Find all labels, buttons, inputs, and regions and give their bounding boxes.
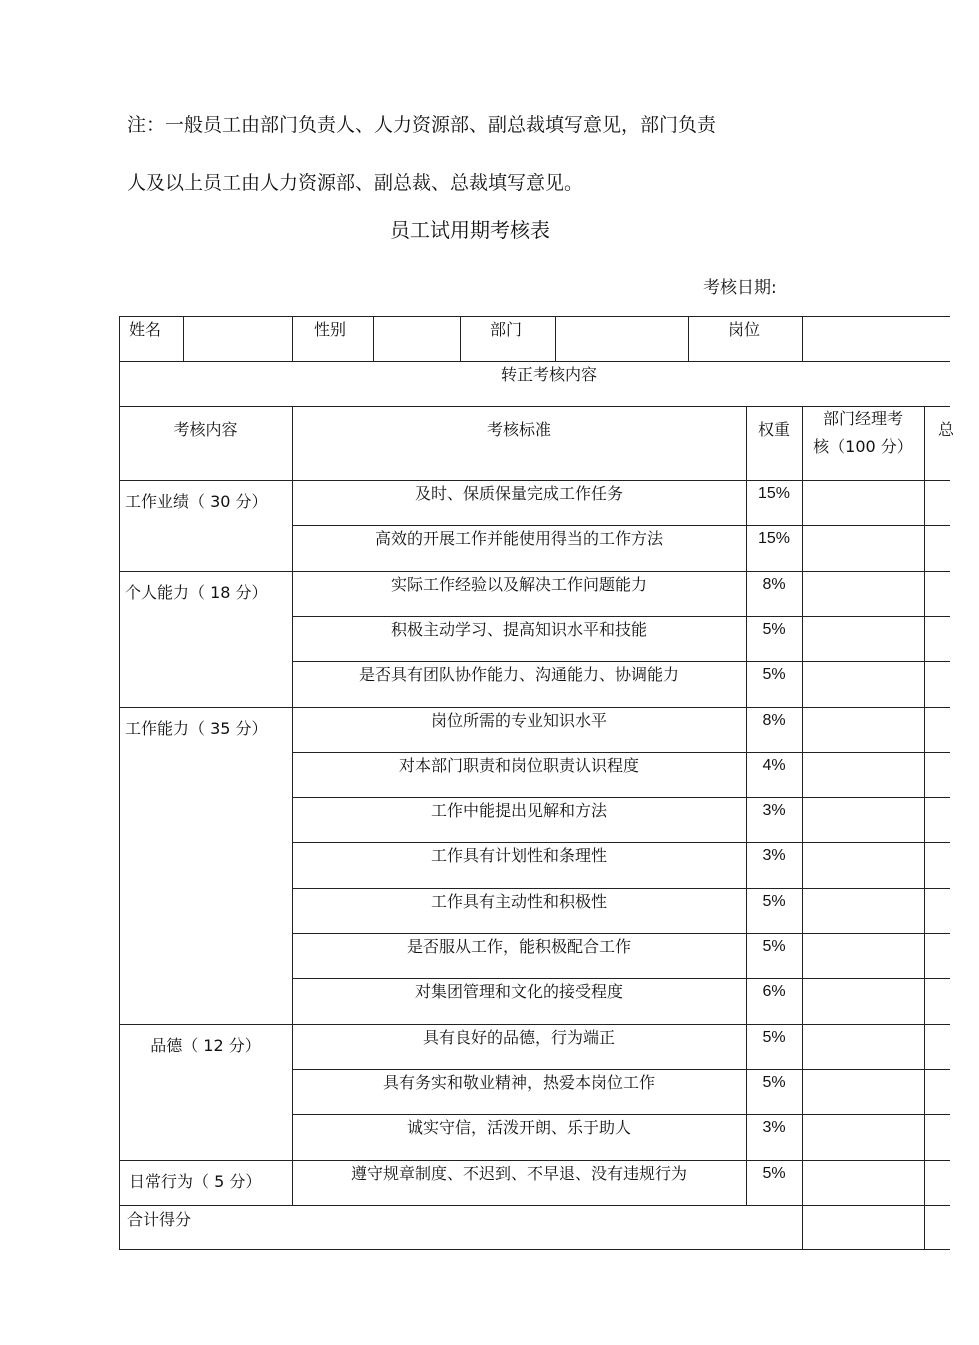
row-rule — [292, 661, 950, 662]
category-label: 日常行为（ 5 分） — [129, 1171, 262, 1191]
criterion-text: 工作中能提出见解和方法 — [430, 801, 607, 821]
gender-label: 性别 — [314, 320, 347, 339]
category-top-rule — [119, 1160, 950, 1161]
section-title: 转正考核内容 — [500, 365, 597, 384]
criterion-weight: 15% — [757, 485, 791, 502]
row-rule — [292, 752, 950, 753]
row-rule — [292, 1114, 950, 1115]
row-rule — [292, 842, 950, 843]
row-rule — [292, 978, 950, 979]
category-top-rule — [119, 707, 950, 708]
row-rule — [292, 525, 950, 526]
criterion-text: 具有良好的品德，行为端正 — [422, 1027, 615, 1047]
criterion-weight: 5% — [762, 620, 786, 638]
position-label: 岗位 — [728, 320, 761, 339]
header-content: 考核内容 — [173, 420, 238, 439]
info-col-rule — [460, 316, 461, 362]
criterion-text: 遵守规章制度、不迟到、不早退、没有违规行为 — [350, 1163, 687, 1183]
note-line-1: 注：一般员工由部门负责人、人力资源部、副总裁填写意见，部门负责 — [127, 114, 717, 136]
criterion-weight: 15% — [757, 530, 791, 548]
name-label: 姓名 — [129, 320, 162, 339]
weight-col-rule — [802, 406, 803, 1250]
category-label: 品德（ 12 分） — [150, 1035, 261, 1055]
criterion-text: 具有务实和敬业精神，热爱本岗位工作 — [382, 1072, 655, 1092]
table-left-border — [119, 316, 120, 1250]
criterion-weight: 5% — [762, 1164, 786, 1182]
criterion-weight: 8% — [762, 575, 786, 593]
criterion-weight: 3% — [762, 802, 786, 820]
criterion-text: 岗位所需的专业知识水平 — [430, 710, 607, 730]
assessment-date-label: 考核日期: — [703, 278, 777, 298]
criterion-text: 及时、保质保量完成工作任务 — [414, 484, 623, 503]
header-clipped: 总 — [938, 420, 955, 439]
row-rule — [292, 1069, 950, 1070]
category-top-rule — [119, 1024, 950, 1025]
criterion-weight: 5% — [762, 1028, 786, 1046]
total-label: 合计得分 — [127, 1209, 192, 1229]
total-top-rule — [119, 1205, 950, 1206]
header-manager-line-2: 核（100 分） — [813, 437, 913, 456]
criterion-text: 实际工作经验以及解决工作问题能力 — [390, 574, 647, 594]
header-weight: 权重 — [757, 420, 790, 439]
row-rule — [292, 797, 950, 798]
header-standard: 考核标准 — [486, 420, 551, 439]
info-col-rule — [688, 316, 689, 362]
criterion-text: 诚实守信，活泼开朗、乐于助人 — [406, 1118, 631, 1138]
criterion-text: 积极主动学习、提高知识水平和技能 — [390, 619, 647, 639]
note-line-2: 人及以上员工由人力资源部、副总裁、总裁填写意见。 — [127, 172, 584, 194]
criterion-weight: 5% — [762, 1073, 786, 1091]
manager-col-rule — [924, 406, 925, 1250]
criterion-weight: 5% — [762, 892, 786, 910]
note-paragraph — [127, 96, 807, 212]
criterion-weight: 5% — [762, 938, 786, 955]
category-top-rule — [119, 571, 950, 572]
criterion-text: 对本部门职责和岗位职责认识程度 — [398, 755, 639, 775]
table-top-border — [119, 316, 950, 317]
row-rule — [292, 933, 950, 934]
category-label: 个人能力（ 18 分） — [125, 582, 268, 602]
criterion-text: 工作具有主动性和积极性 — [430, 891, 607, 911]
row-rule — [292, 616, 950, 617]
criterion-text: 是否具有团队协作能力、沟通能力、协调能力 — [358, 665, 679, 685]
info-col-rule — [555, 316, 556, 362]
criterion-text: 对集团管理和文化的接受程度 — [414, 982, 623, 1002]
info-col-rule — [802, 316, 803, 362]
criterion-weight: 3% — [762, 847, 786, 865]
department-label: 部门 — [490, 320, 523, 339]
section-row-bottom — [119, 406, 950, 407]
page-title: 员工试用期考核表 — [390, 218, 550, 242]
criterion-text: 工作具有计划性和条理性 — [430, 846, 607, 866]
criterion-weight: 8% — [762, 711, 786, 729]
table-bottom-border — [119, 1249, 950, 1250]
category-top-rule — [119, 480, 950, 481]
criterion-weight: 3% — [762, 1119, 786, 1137]
category-label: 工作能力（ 35 分） — [125, 718, 268, 738]
row-rule — [292, 888, 950, 889]
criterion-weight: 6% — [762, 983, 786, 1001]
info-row-bottom — [119, 361, 950, 362]
criterion-weight: 5% — [762, 666, 786, 684]
criterion-text: 是否服从工作，能积极配合工作 — [406, 937, 631, 956]
criterion-text: 高效的开展工作并能使用得当的工作方法 — [374, 529, 663, 549]
info-col-rule — [292, 316, 293, 362]
header-manager-line-1: 部门经理考 — [822, 409, 903, 428]
category-label: 工作业绩（ 30 分） — [125, 492, 268, 511]
criterion-weight: 4% — [762, 756, 786, 774]
